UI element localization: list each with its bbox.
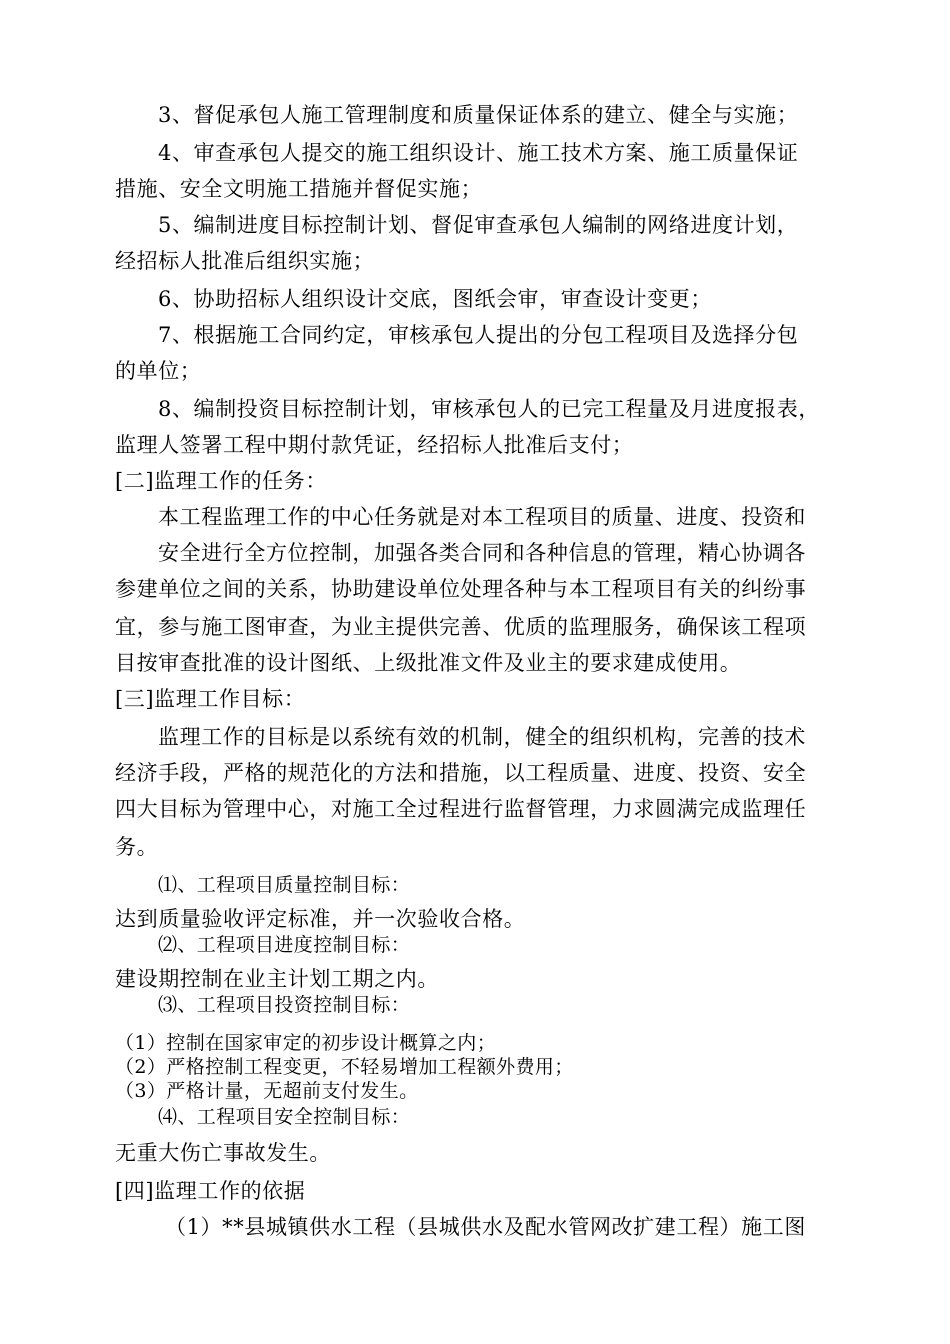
investment-point-3: （3）严格计量，无超前支付发生。 [115,1080,419,1102]
goal-quality-heading: ⑴、工程项目质量控制目标： [158,874,411,896]
section-2-paragraph-line: 目按审查批准的设计图纸、上级批准文件及业主的要求建成使用。 [115,651,742,675]
item-5-text: 5、编制进度目标控制计划、督促审查承包人编制的网络进度计划， [158,213,799,237]
goal-investment-heading: ⑶、工程项目投资控制目标： [158,994,411,1016]
item-6-text: 6、协助招标人组织设计交底，图纸会审，审查设计变更； [158,287,712,311]
item-5-text-cont: 经招标人批准后组织实施； [115,249,375,273]
goal-safety-text: 无重大伤亡事故发生。 [115,1141,331,1165]
section-2-paragraph-line: 安全进行全方位控制，加强各类合同和各种信息的管理，精心协调各 [158,541,806,565]
investment-point-1: （1）控制在国家审定的初步设计概算之内； [115,1032,497,1054]
section-3-paragraph-line: 监理工作的目标是以系统有效的机制，健全的组织机构，完善的技术 [158,725,806,749]
item-8-text: 8、编制投资目标控制计划，审核承包人的已完工程量及月进度报表， [158,397,820,421]
section-2-paragraph-line: 本工程监理工作的中心任务就是对本工程项目的质量、进度、投资和 [158,505,806,529]
item-4-text: 4、审查承包人提交的施工组织设计、施工技术方案、施工质量保证 [158,141,799,165]
section-3-heading: [三]监理工作目标： [115,687,306,711]
item-4-text-cont: 措施、安全文明施工措施并督促实施； [115,177,483,201]
goal-schedule-text: 建设期控制在业主计划工期之内。 [115,967,439,991]
investment-point-2: （2）严格控制工程变更，不轻易增加工程额外费用； [115,1056,574,1078]
item-8-text-cont: 监理人签署工程中期付款凭证，经招标人批准后支付； [115,433,634,457]
section-2-paragraph-line: 宜，参与施工图审查，为业主提供完善、优质的监理服务，确保该工程项 [115,615,807,639]
section-3-paragraph-line: 经济手段，严格的规范化的方法和措施，以工程质量、进度、投资、安全 [115,761,807,785]
item-3-text: 3、督促承包人施工管理制度和质量保证体系的建立、健全与实施； [158,103,799,127]
item-7-text-cont: 的单位； [115,359,202,383]
section-2-paragraph-line: 参建单位之间的关系，协助建设单位处理各种与本工程项目有关的纠纷事 [115,577,807,601]
goal-safety-heading: ⑷、工程项目安全控制目标： [158,1106,411,1128]
goal-quality-text: 达到质量验收评定标准，并一次验收合格。 [115,907,526,931]
section-2-heading: [二]监理工作的任务： [115,469,327,493]
section-3-paragraph-line: 四大目标为管理中心，对施工全过程进行监督管理，力求圆满完成监理任 [115,797,807,821]
section-4-heading: [四]监理工作的依据 [115,1179,306,1203]
section-3-paragraph-line: 务。 [115,835,159,859]
item-7-text: 7、根据施工合同约定，审核承包人提出的分包工程项目及选择分包 [158,323,799,347]
goal-schedule-heading: ⑵、工程项目进度控制目标： [158,934,411,956]
basis-item-1: （1）**县城镇供水工程（县城供水及配水管网改扩建工程）施工图 [165,1215,806,1239]
